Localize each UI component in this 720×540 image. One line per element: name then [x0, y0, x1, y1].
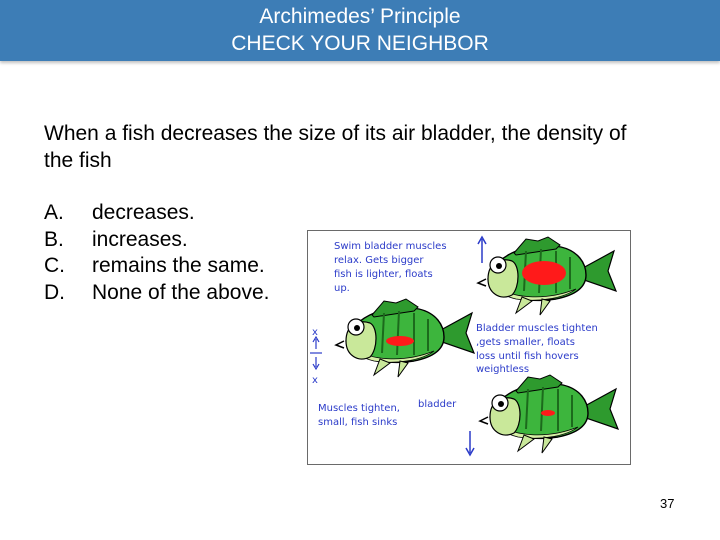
fish-bladder-illustration	[307, 230, 631, 465]
fish-middle	[336, 299, 474, 377]
answer-text: None of the above.	[92, 280, 270, 304]
question-text: When a fish decreases the size of its air bladder, the density of the fish	[44, 122, 627, 172]
down-arrow-icon	[466, 431, 474, 455]
fish-bottom	[480, 375, 618, 453]
answer-text: remains the same.	[92, 254, 265, 278]
svg-text:relax. Gets bigger: relax. Gets bigger	[334, 255, 424, 266]
svg-text:weightless: weightless	[476, 364, 530, 375]
slide-title: Archimedes’ Principle	[259, 5, 461, 28]
side-marks	[312, 327, 318, 386]
page-number: 37	[660, 496, 675, 511]
svg-text:up.: up.	[334, 283, 350, 294]
svg-text:loss until fish hovers: loss until fish hovers	[476, 351, 579, 362]
fish-bladder-drawing	[308, 231, 630, 464]
note-bottom	[318, 399, 457, 428]
slide-subtitle: CHECK YOUR NEIGHBOR	[231, 32, 489, 55]
svg-text:bladder: bladder	[418, 399, 457, 410]
svg-text:x: x	[312, 375, 318, 386]
answer-text: decreases.	[92, 201, 195, 224]
note-middle	[476, 323, 598, 375]
answer-text: increases.	[92, 227, 188, 251]
svg-text:,gets smaller, floats: ,gets smaller, floats	[476, 337, 575, 348]
balance-arrows-icon	[310, 337, 322, 369]
svg-text:Swim bladder muscles: Swim bladder muscles	[334, 241, 447, 252]
answer-letter: C.	[44, 254, 65, 278]
answer-letter: A.	[44, 201, 64, 224]
note-top	[334, 241, 447, 294]
svg-text:Bladder muscles tighten: Bladder muscles tighten	[476, 323, 598, 334]
svg-text:Muscles tighten,: Muscles tighten,	[318, 403, 400, 414]
fish-top	[478, 237, 616, 315]
up-arrow-icon	[478, 237, 486, 263]
svg-text:fish is lighter, floats: fish is lighter, floats	[334, 269, 433, 280]
answer-letter: B.	[44, 227, 64, 251]
answer-letter: D.	[44, 280, 65, 304]
svg-text:x: x	[312, 327, 318, 338]
title-bar	[0, 0, 720, 61]
svg-text:small, fish sinks: small, fish sinks	[318, 417, 398, 428]
